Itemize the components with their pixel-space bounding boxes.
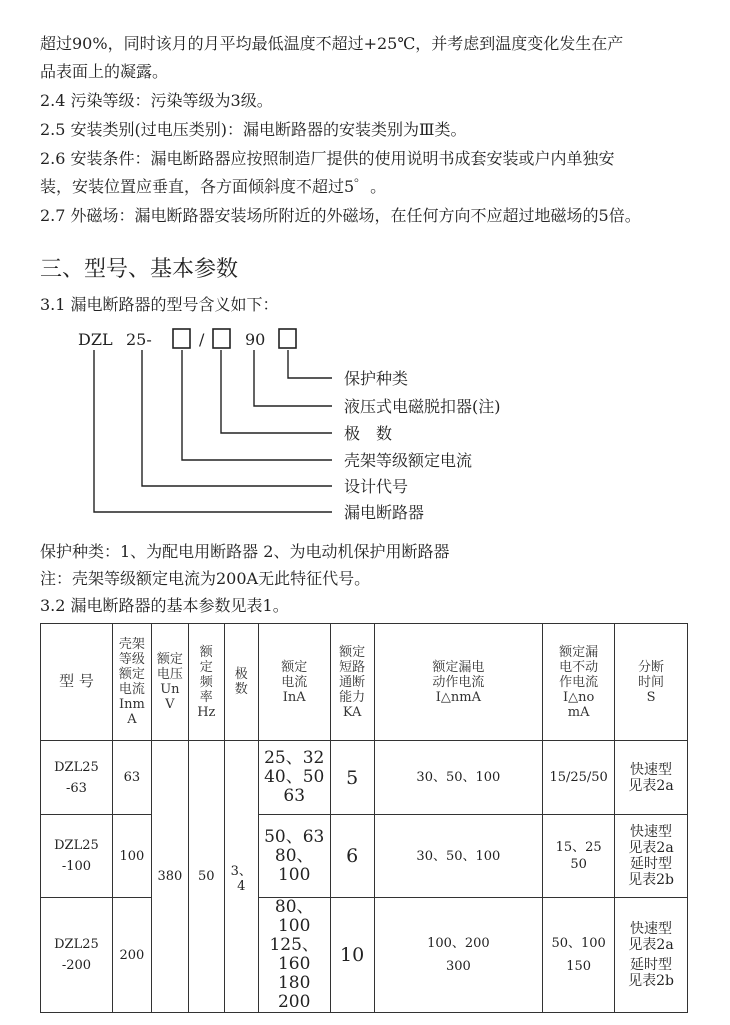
cell-rated-current: 50、63 80、100 — [258, 815, 330, 898]
note-table-ref: 3.2 漏电断路器的基本参数见表1。 — [40, 596, 289, 615]
cell-frame-current: 63 — [112, 741, 151, 815]
cell-break-time: 快速型 见表2a 延时型 见表2b — [615, 815, 688, 898]
header-voltage: 额定 电压 Un V — [151, 624, 188, 741]
cell-leak-non-operate: 15/25/50 — [543, 741, 615, 815]
model-intro: 3.1 漏电断路器的型号含义如下： — [40, 295, 279, 314]
header-frame: 壳架 等级 额定 电流 Inm A — [112, 624, 151, 741]
cell-short-circuit: 10 — [330, 898, 374, 1013]
cell-frame-current: 200 — [112, 898, 151, 1013]
paragraph-pollution: 2.4 污染等级：污染等级为3级。 — [40, 91, 273, 110]
paragraph-install-category: 2.5 安装类别(过电压类别)：漏电断路器的安装类别为Ⅲ类。 — [40, 120, 467, 139]
note-protection-type: 保护种类：1、为配电用断路器 2、为电动机保护用断路器 — [40, 542, 450, 561]
meaning-design-code: 设计代号 — [344, 477, 409, 496]
cell-model: DZL25 -200 — [41, 898, 113, 1013]
cell-voltage: 380 — [151, 741, 188, 1013]
cell-rated-current: 25、32 40、50 63 — [258, 741, 330, 815]
table-header-row — [41, 624, 688, 741]
cell-frequency: 50 — [188, 741, 224, 1013]
parameters-table — [40, 623, 688, 1013]
code-box-poles — [213, 329, 230, 348]
paragraph-condensation: 品表面上的凝露。 — [40, 62, 169, 81]
header-break-time: 分断 时间 S — [615, 624, 688, 741]
cell-model: DZL25 -100 — [41, 815, 113, 898]
cell-short-circuit: 5 — [330, 741, 374, 815]
model-code-diagram — [0, 315, 730, 530]
note-frame: 注：壳架等级额定电流为200A无此特征代号。 — [40, 569, 371, 588]
paragraph-install-cond: 2.6 安装条件：漏电断路器应按照制造厂提供的使用说明书成套安装或户内单独安 — [40, 149, 615, 168]
cell-leak-operate: 30、50、100 — [374, 741, 543, 815]
cell-model: DZL25 -63 — [41, 741, 113, 815]
code-dzl: DZL — [78, 330, 113, 349]
table-row — [41, 898, 688, 1013]
header-short-circuit: 额定 短路 通断 能力 KA — [330, 624, 374, 741]
cell-frame-current: 100 — [112, 815, 151, 898]
meaning-rcd: 漏电断路器 — [344, 503, 425, 522]
leader-lines — [94, 350, 332, 512]
cell-leak-operate: 100、200 300 — [374, 898, 543, 1013]
meaning-frame-current: 壳架等级额定电流 — [344, 451, 473, 470]
cell-leak-non-operate: 50、100 150 — [543, 898, 615, 1013]
code-box-frame — [173, 329, 190, 348]
cell-break-time: 快速型 见表2a 延时型 见表2b — [615, 898, 688, 1013]
header-model: 型 号 — [41, 624, 113, 741]
cell-short-circuit: 6 — [330, 815, 374, 898]
cell-poles: 3、4 — [224, 741, 258, 1013]
code-90: 90 — [245, 330, 266, 349]
header-leak-non-operate: 额定漏 电不动 作电流 I△no mA — [543, 624, 615, 741]
header-leak-operate: 额定漏电 动作电流 I△nmA — [374, 624, 543, 741]
cell-break-time: 快速型 见表2a — [615, 741, 688, 815]
paragraph-install-cond-cont: 装，安装位置应垂直，各方面倾斜度不超过5゜。 — [40, 177, 387, 196]
header-rated-current: 额定 电流 InA — [258, 624, 330, 741]
code-slash: / — [199, 330, 205, 349]
section-title: 三、型号、基本参数 — [40, 257, 239, 282]
meaning-hydraulic: 液压式电磁脱扣器(注) — [344, 397, 501, 416]
cell-rated-current: 80、100 125、160 180 200 — [258, 898, 330, 1013]
paragraph-humidity-cont: 超过90%，同时该月的月平均最低温度不超过+25℃，并考虑到温度变化发生在产 — [40, 34, 624, 53]
cell-leak-non-operate: 15、25 50 — [543, 815, 615, 898]
meaning-poles: 极 数 — [344, 424, 393, 443]
code-box-protection — [279, 329, 296, 348]
header-frequency: 额 定 频 率 Hz — [188, 624, 224, 741]
code-25: 25- — [126, 330, 152, 349]
table-row — [41, 815, 688, 898]
meaning-protection: 保护种类 — [344, 369, 409, 388]
cell-leak-operate: 30、50、100 — [374, 815, 543, 898]
header-poles: 极 数 — [224, 624, 258, 741]
table-row — [41, 741, 688, 815]
paragraph-magnetic: 2.7 外磁场：漏电断路器安装场所附近的外磁场，在任何方向不应超过地磁场的5倍。 — [40, 206, 641, 225]
